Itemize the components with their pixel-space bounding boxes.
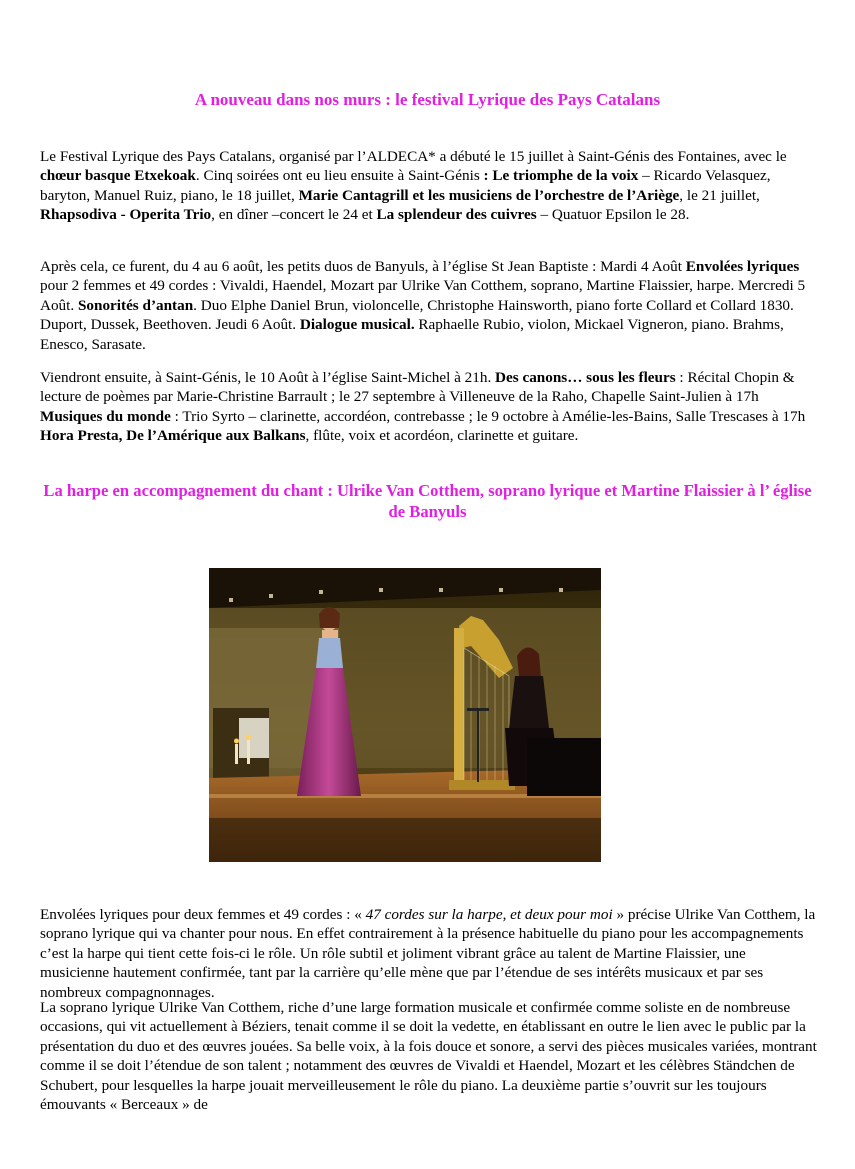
bold-text: Des canons… sous les fleurs bbox=[495, 369, 676, 386]
text-run: La soprano lyrique Ulrike Van Cotthem, riche d’une large formation musicale et confirmée comme soliste en de nombreuse occasions, qui vit actuellement à Béziers, tenait comme il se doit la vedette, en établissant en outre le lien avec le public par la présentation du duo et des œuvres jouées. Sa belle voix, à la fois douce et sonore, a servi des pièces musicales variées, montrant comme il se doit l’étendue de son talent ; notamment des œuvres de Vivaldi et Haendel, Mozart et les célèbres Ständchen de Schubert, pour lesquelles la harpe jouait merveilleusement le rôle du piano. La deuxième partie s’ouvrit sur les toujours émouvants « Berceaux » de bbox=[40, 999, 817, 1114]
page-title: A nouveau dans nos murs : le festival Lyrique des Pays Catalans bbox=[194, 90, 661, 109]
bold-text: Envolées lyriques bbox=[685, 258, 800, 275]
text-run: » précise Ulrike Van Cotthem, la soprano lyrique qui va chanter pour nous. En effet contrairement à la présence habituelle du piano pour les accompagnements c’est la harpe qui tient cette fois-ci le rôle. Un rôle subtil et joliment vibrant grâce au talent de Martine Flaissier, une musicienne hautement confirmée, tant par la carrière qu’elle mène que par l’étendue de ses intérêts musicaux et par ses nombreux compagnonnages. bbox=[40, 906, 816, 1001]
text-run: Après cela, ce furent, du 4 au 6 août, les petits duos de Banyuls, à l’église St Jean Baptiste : Mardi 4 Août bbox=[40, 258, 686, 275]
text-run: , en dîner –concert le 24 et bbox=[211, 206, 377, 224]
bold-text: Marie Cantagrill et les musiciens de l’orchestre de l’Ariège bbox=[298, 186, 680, 204]
text-run: – Ricardo Velasquez, baryton, Manuel Ruiz, piano, le 18 juillet, bbox=[40, 167, 771, 204]
bold-text: Musiques du monde bbox=[40, 407, 171, 425]
text-run: , flûte, voix et acordéon, clarinette et guitare. bbox=[305, 427, 579, 445]
text-run: . Cinq soirées ont eu lieu ensuite à Saint-Génis bbox=[195, 167, 484, 185]
paragraph-banyuls-duos bbox=[40, 257, 818, 354]
paragraph-upcoming-events bbox=[40, 368, 818, 446]
text-run: Envolées lyriques pour deux femmes et 49 cordes : « bbox=[40, 906, 366, 923]
paragraph-festival-intro bbox=[40, 147, 818, 225]
concert-photo bbox=[209, 568, 601, 862]
bold-text: chœur basque Etxekoak bbox=[40, 167, 196, 185]
text-run: – Quatuor Epsilon le 28. bbox=[536, 206, 690, 224]
text-run: , le 21 juillet, bbox=[679, 186, 760, 204]
text-run: pour 2 femmes et 49 cordes : Vivaldi, Haendel, Mozart par Ulrike Van Cotthem, soprano, Martine Flaissier, harpe. Mercredi 5 Août. bbox=[40, 277, 806, 314]
paragraph-soprano-description bbox=[40, 998, 818, 1114]
bold-text: Sonorités d’antan bbox=[77, 296, 194, 314]
bold-text: La splendeur des cuivres bbox=[376, 206, 537, 224]
text-run: Le Festival Lyrique des Pays Catalans, organisé par l’ALDECA* a débuté le 15 juillet à Saint-Génis des Fontaines, avec le bbox=[40, 148, 787, 165]
bold-text: Rhapsodiva - Operita Trio bbox=[40, 206, 212, 224]
text-run: Viendront ensuite, à Saint-Génis, le 10 Août à l’église Saint-Michel à 21h. bbox=[40, 369, 496, 386]
paragraph-envolees-lyriques bbox=[40, 905, 818, 1002]
bold-text: Hora Presta, De l’Amérique aux Balkans bbox=[40, 427, 306, 445]
text-run: Raphaelle Rubio, violon, Mickael Vigneron, piano. Brahms, Enesco, Sarasate. bbox=[40, 316, 784, 353]
text-run: : Récital Chopin & lecture de poèmes par Marie-Christine Barrault ; le 27 septembre à Villeneuve de la Raho, Chapelle Saint-Julien à 17h bbox=[40, 369, 795, 406]
bold-text: : Le triomphe de la voix bbox=[483, 167, 639, 185]
section-subtitle: La harpe en accompagnement du chant : Ulrike Van Cotthem, soprano lyrique et Martine Flaissier à l’ église de Banyuls bbox=[43, 481, 812, 521]
text-run: : Trio Syrto – clarinette, accordéon, contrebasse ; le 9 octobre à Amélie-les-Bains, Salle Trescases à 17h bbox=[170, 407, 806, 425]
bold-text: Dialogue musical. bbox=[299, 316, 415, 334]
text-run: . Duo Elphe Daniel Brun, violoncelle, Christophe Hainsworth, piano forte Collard et Collard 1830. Duport, Dussek, Beethoven. Jeudi 6 Août. bbox=[40, 296, 794, 334]
italic-quote: 47 cordes sur la harpe, et deux pour moi bbox=[365, 906, 613, 923]
